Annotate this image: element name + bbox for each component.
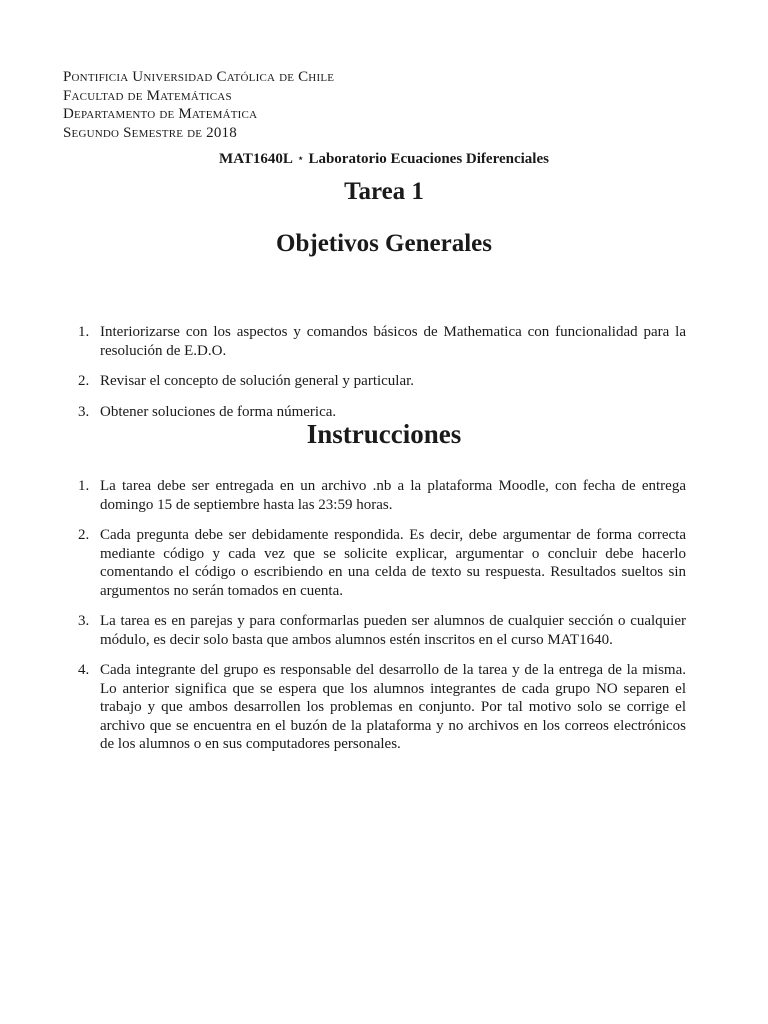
list-item [78, 661, 686, 754]
list-item [78, 323, 686, 360]
faculty-name: Facultad de Matemáticas [63, 87, 232, 104]
list-item [78, 612, 686, 649]
item-text: La tarea es en parejas y para conformarlas pueden ser alumnos de cualquier sección o cualquier módulo, es decir solo basta que ambos alumnos estén inscritos en el curso MAT1640. [100, 613, 686, 648]
item-number: 2. [78, 527, 90, 543]
item-number: 4. [78, 662, 90, 678]
list-item [78, 526, 686, 600]
course-name: Laboratorio Ecuaciones Diferenciales [308, 151, 549, 167]
department-name: Departamento de Matemática [63, 106, 258, 122]
item-text: Interiorizarse con los aspectos y comandos básicos de Mathematica con funcionalidad para la resolución de E.D.O. [100, 324, 686, 359]
item-number: 1. [78, 324, 90, 340]
star-separator: ⋆ [296, 151, 305, 165]
item-text: La tarea debe ser entregada en un archivo .nb a la plataforma Moodle, con fecha de entrega domingo 15 de septiembre hasta las 23:59 horas. [100, 478, 686, 513]
item-number: 3. [78, 613, 90, 629]
instructions-list [78, 477, 686, 766]
university-name: Pontificia Universidad Católica de Chile [63, 69, 335, 85]
assignment-title: Tarea 1 [344, 178, 424, 205]
objectives-list [78, 323, 686, 433]
institution-header [63, 68, 703, 142]
item-number: 3. [78, 403, 90, 420]
objectives-heading: Objetivos Generales [276, 230, 492, 257]
course-heading [0, 151, 768, 168]
item-text: Cada integrante del grupo es responsable del desarrollo de la tarea y de la entrega de la misma. Lo anterior significa que se espera que los alumnos integrantes de cada grupo NO separen el trabajo y que ambos desarrollen los problemas en conjunto. Por tal motivo solo se corrige el archivo que se encuentra en el buzón de la plataforma y no archivos en los correos electrónicos de los alumnos o en sus computadores personales. [100, 662, 686, 752]
instructions-heading: Instrucciones [306, 419, 462, 449]
list-item [78, 372, 686, 391]
item-text: Revisar el concepto de solución general y particular. [100, 373, 415, 389]
item-number: 1. [78, 478, 90, 494]
semester-label: Segundo Semestre de 2018 [63, 124, 237, 141]
item-number: 2. [78, 373, 90, 389]
list-item [78, 477, 686, 514]
item-text: Cada pregunta debe ser debidamente respondida. Es decir, debe argumentar de forma correcta mediante código y cada vez que se solicite explicar, argumentar o concluir debe hacerlo comentando el código o escribiendo en una celda de texto su respuesta. Resultados sueltos sin argumentos no serán tomados en cuenta. [100, 527, 686, 599]
item-text: Obtener soluciones de forma númerica. [100, 403, 337, 420]
course-code: MAT1640L [219, 151, 293, 167]
